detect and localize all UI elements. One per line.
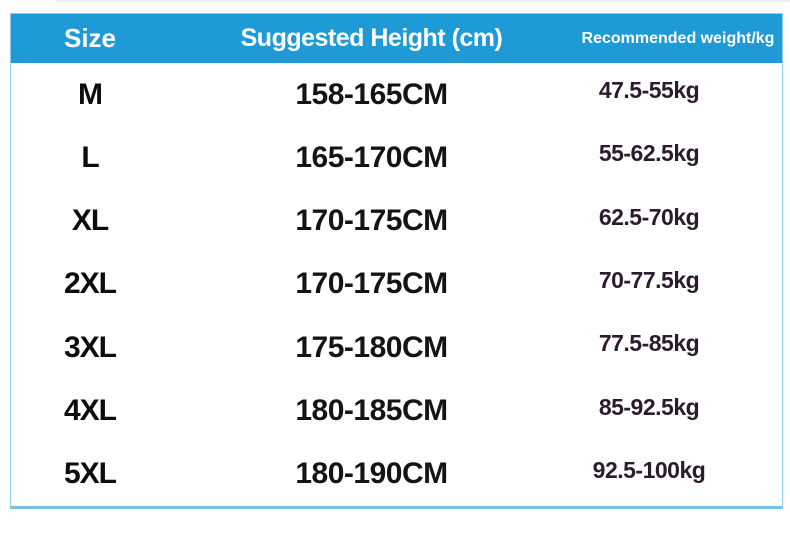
height-value: 158-165CM [295, 77, 448, 111]
table-header-row [11, 14, 782, 63]
top-edge-artifact [55, 0, 790, 2]
height-value: 180-185CM [295, 394, 448, 428]
size-value: 4XL [63, 394, 117, 428]
header-recommended-weight: Recommended weight/kg [581, 29, 775, 47]
size-value: M [78, 77, 102, 111]
size-value: 3XL [63, 330, 117, 364]
table-row [11, 63, 782, 126]
size-value: 2XL [63, 267, 117, 301]
weight-value: 85-92.5kg [598, 393, 700, 420]
size-value: 5XL [63, 457, 117, 491]
weight-value: 77.5-85kg [598, 330, 700, 357]
weight-value: 55-62.5kg [598, 140, 700, 167]
header-size: Size [63, 23, 117, 53]
height-value: 165-170CM [295, 140, 448, 174]
weight-value: 70-77.5kg [598, 266, 700, 293]
weight-value: 47.5-55kg [598, 77, 700, 104]
table-row [11, 443, 782, 506]
height-value: 170-175CM [295, 267, 448, 301]
weight-value: 92.5-100kg [592, 456, 706, 483]
table-row [11, 253, 782, 316]
weight-value: 62.5-70kg [598, 203, 700, 230]
header-suggested-height: Suggested Height (cm) [240, 24, 503, 52]
size-value: L [81, 140, 99, 174]
table-row [11, 190, 782, 253]
table-row [11, 126, 782, 189]
height-value: 175-180CM [295, 330, 448, 364]
size-chart-table [10, 13, 783, 509]
height-value: 170-175CM [295, 204, 448, 238]
height-value: 180-190CM [295, 457, 448, 491]
table-row [11, 379, 782, 442]
size-value: XL [71, 204, 109, 238]
table-body [11, 63, 782, 506]
table-row [11, 316, 782, 379]
